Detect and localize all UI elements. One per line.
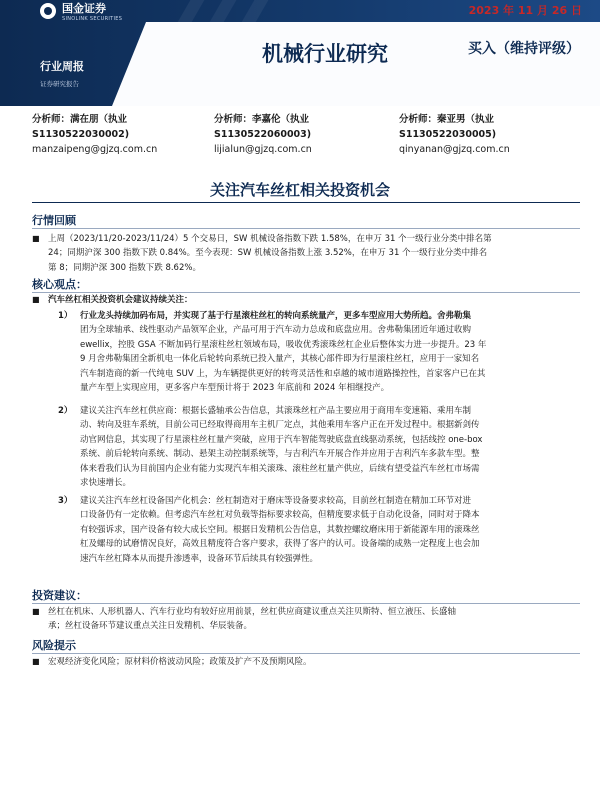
point-number: 3）: [58, 496, 73, 506]
review-divider: [32, 228, 580, 229]
review-heading: 行情回顾: [32, 214, 76, 227]
report-date: 2023 年 11 月 26 日: [468, 4, 582, 17]
analyst-1: [32, 112, 157, 157]
report-type: 行业周报: [40, 60, 84, 73]
rating-label: 买入（维持评级）: [468, 41, 580, 57]
bullet-icon: ■: [32, 295, 40, 304]
analyst-cert: S1130522030005): [399, 129, 497, 140]
analyst-name: 分析师：秦亚男（执业: [399, 114, 495, 125]
review-line: 第 8；同期沪深 300 指数下跌 8.62%。: [48, 262, 201, 273]
point-line: 行业龙头持续加码布局，并实现了基于行星滚柱丝杠的转向系统量产，更多车型应用大势所趋。舍弗勒集: [80, 311, 472, 321]
point-line: 求快速增长。: [80, 478, 132, 489]
point-line: 建议关注汽车丝杠供应商：根据长盛轴承公告信息，其滚珠丝杠产品主要应用于商用车变速箱、乘用车制: [80, 406, 472, 416]
report-subtype: 证券研究报告: [40, 80, 79, 88]
report-title: 关注汽车丝杠相关投资机会: [209, 181, 390, 199]
point-line: 杠及螺母的试磨情况良好，高效且精度符合客户要求，获得了客户的认可。设备端的成熟一定程度上也会加: [80, 539, 480, 550]
industry-title: 机械行业研究: [262, 42, 388, 66]
point-line: 口设备仍有一定依赖。但考虑汽车丝杠对负载等指标要求较高，但精度要求低于自动化设备，同时对于降本: [80, 510, 480, 521]
point-line: 系统、前后轮转向系统、制动、悬架主动控制系统等，与吉利汽车开展合作并应用于吉利汽车多款车型。整: [80, 449, 480, 460]
core-heading: 核心观点：: [32, 278, 87, 291]
analyst-name: 分析师：满在朋（执业: [32, 114, 128, 125]
company-logo: [40, 0, 122, 22]
analyst-name: 分析师：李嘉伦（执业: [214, 114, 310, 125]
point-line: 动官网信息，其实现了行星滚柱丝杠量产突破，应用于汽车智能驾驶底盘直线驱动系统，包括线控 one-box: [80, 434, 483, 445]
analyst-3: [399, 112, 510, 157]
point-line: 动、转向及驻车系统，目前公司已经取得商用车主机厂定点，其他乘用车客户正在开发过程中。根据新剑传: [80, 420, 480, 431]
risk-paragraph: [48, 655, 580, 669]
analyst-block: [32, 112, 580, 164]
bullet-icon: ■: [32, 234, 40, 243]
logo-icon: [40, 3, 56, 19]
logo-text: 国金证券: [62, 2, 106, 15]
point-line: ewellix，控股 GSA 不断加码行星滚柱丝杠领域布局，吸收优秀滚珠丝杠企业后整体实力进一步提升。23 年: [80, 339, 487, 350]
point-line: 团为全球轴承、线性驱动产品领军企业，产品可用于汽车动力总成和底盘应用。舍弗勒集团近年通过收购: [80, 325, 472, 336]
review-line: 上周（2023/11/20-2023/11/24）5 个交易日，SW 机械设备指数下跌 1.58%，在申万 31 个一级行业分类中排名第: [48, 234, 492, 244]
header-banner: [0, 0, 600, 106]
point-line: 有较强诉求，国产设备有较大成长空间。根据日发精机公告信息，其数控螺纹磨床用于新能源车用的滚珠丝: [80, 524, 480, 535]
advice-paragraph: [48, 605, 580, 634]
point-line: 量产车型上实现应用，更多客户车型预计将于 2023 年底前和 2024 年相继投产。: [80, 383, 390, 394]
risk-divider: [32, 653, 580, 654]
logo-subtext: SINOLINK SECURITIES: [62, 16, 123, 22]
risk-line: 宏观经济变化风险；原材料价格波动风险；政策及扩产不及预期风险。: [48, 657, 312, 667]
analyst-cert: S1130522060003): [214, 129, 312, 140]
review-line: 24；同期沪深 300 指数下跌 0.84%。至今表现：SW 机械设备指数上涨 3.52%，在申万 31 个一级行业分类中排名: [48, 248, 488, 259]
risk-heading: 风险提示: [32, 639, 76, 652]
point-line: 速汽车丝杠降本从而提升渗透率，设备环节后续具有较强弹性。: [80, 553, 319, 564]
analyst-2: [214, 112, 312, 157]
advice-heading: 投资建议：: [32, 589, 87, 602]
core-point-2: [80, 404, 580, 490]
advice-divider: [32, 603, 580, 604]
analyst-email[interactable]: lijialun@gjzq.com.cn: [214, 144, 312, 155]
analyst-email[interactable]: qinyanan@gjzq.com.cn: [399, 144, 510, 155]
bullet-icon: ■: [32, 607, 40, 616]
point-line: 建议关注汽车丝杠设备国产化机会：丝杠制造对于磨床等设备要求较高，目前丝杠制造在精加工环节对进: [80, 496, 472, 506]
point-number: 2）: [58, 406, 73, 416]
title-divider: [32, 202, 580, 203]
point-line: 9 月舍弗勒集团全新机电一体化后轮转向系统已投入量产，其核心部件即为行星滚柱丝杠，应用于一家知名: [80, 354, 480, 365]
advice-line: 承；丝杠设备环节建议重点关注日发精机、华辰装备。: [48, 621, 253, 632]
analyst-email[interactable]: manzaipeng@gjzq.com.cn: [32, 144, 158, 155]
analyst-cert: S1130522030002): [32, 129, 130, 140]
point-number: 1）: [58, 311, 73, 321]
review-paragraph: [48, 232, 580, 275]
advice-line: 丝杠在机床、人形机器人、汽车行业均有较好应用前景，丝杠供应商建议重点关注贝斯特、恒立液压、长盛轴: [48, 607, 457, 617]
point-line: 汽车制造商的新一代纯电 SUV 上，为车辆提供更好的转弯灵活性和卓越的城市道路操控性，首家客户已在其: [80, 368, 486, 379]
core-subheading: 汽车丝杠相关投资机会建议持续关注：: [48, 295, 193, 305]
bullet-icon: ■: [32, 657, 40, 666]
point-line: 体来看我们认为目前国内企业有能力实现汽车相关滚珠、滚柱丝杠量产供应，后续有望受益汽车丝杠市场需: [80, 463, 480, 474]
core-point-3: [80, 494, 580, 566]
core-point-1: [80, 309, 580, 395]
